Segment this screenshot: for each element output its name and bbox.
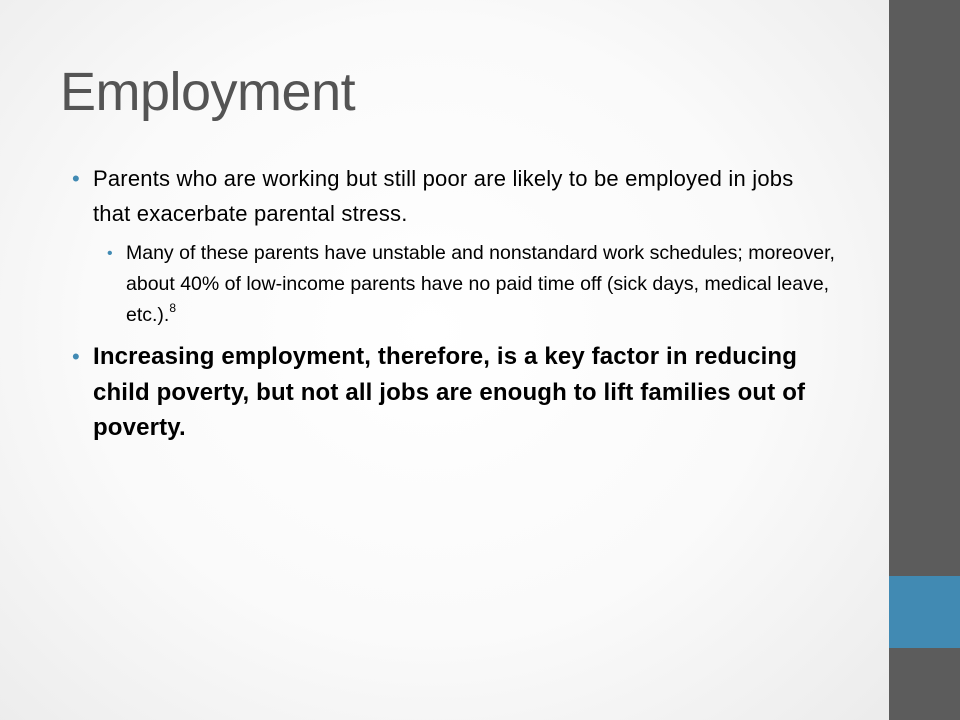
bullet-item-2	[72, 339, 853, 446]
decorative-accent-block	[889, 576, 960, 648]
bullet-text: Parents who are working but still poor are likely to be employed in jobs that exacerbate parental stress.	[93, 166, 794, 226]
footnote-reference: 8	[169, 301, 177, 315]
sub-bullet-text: Many of these parents have unstable and nonstandard work schedules; moreover, about 40% of low-income parents have no paid time off (sick days, medical leave, etc.).	[126, 242, 835, 326]
bullet-dot-icon: •	[72, 166, 80, 191]
slide-title: Employment	[60, 62, 356, 122]
sub-bullet-item-1	[107, 238, 866, 331]
bullet-dot-icon: •	[72, 344, 80, 369]
bullet-text-bold: Increasing employment, therefore, is a key factor in reducing child poverty, but not all jobs are enough to lift families out of poverty.	[93, 343, 806, 441]
bullet-dot-icon: •	[107, 245, 113, 262]
bullet-item-1	[72, 161, 813, 231]
